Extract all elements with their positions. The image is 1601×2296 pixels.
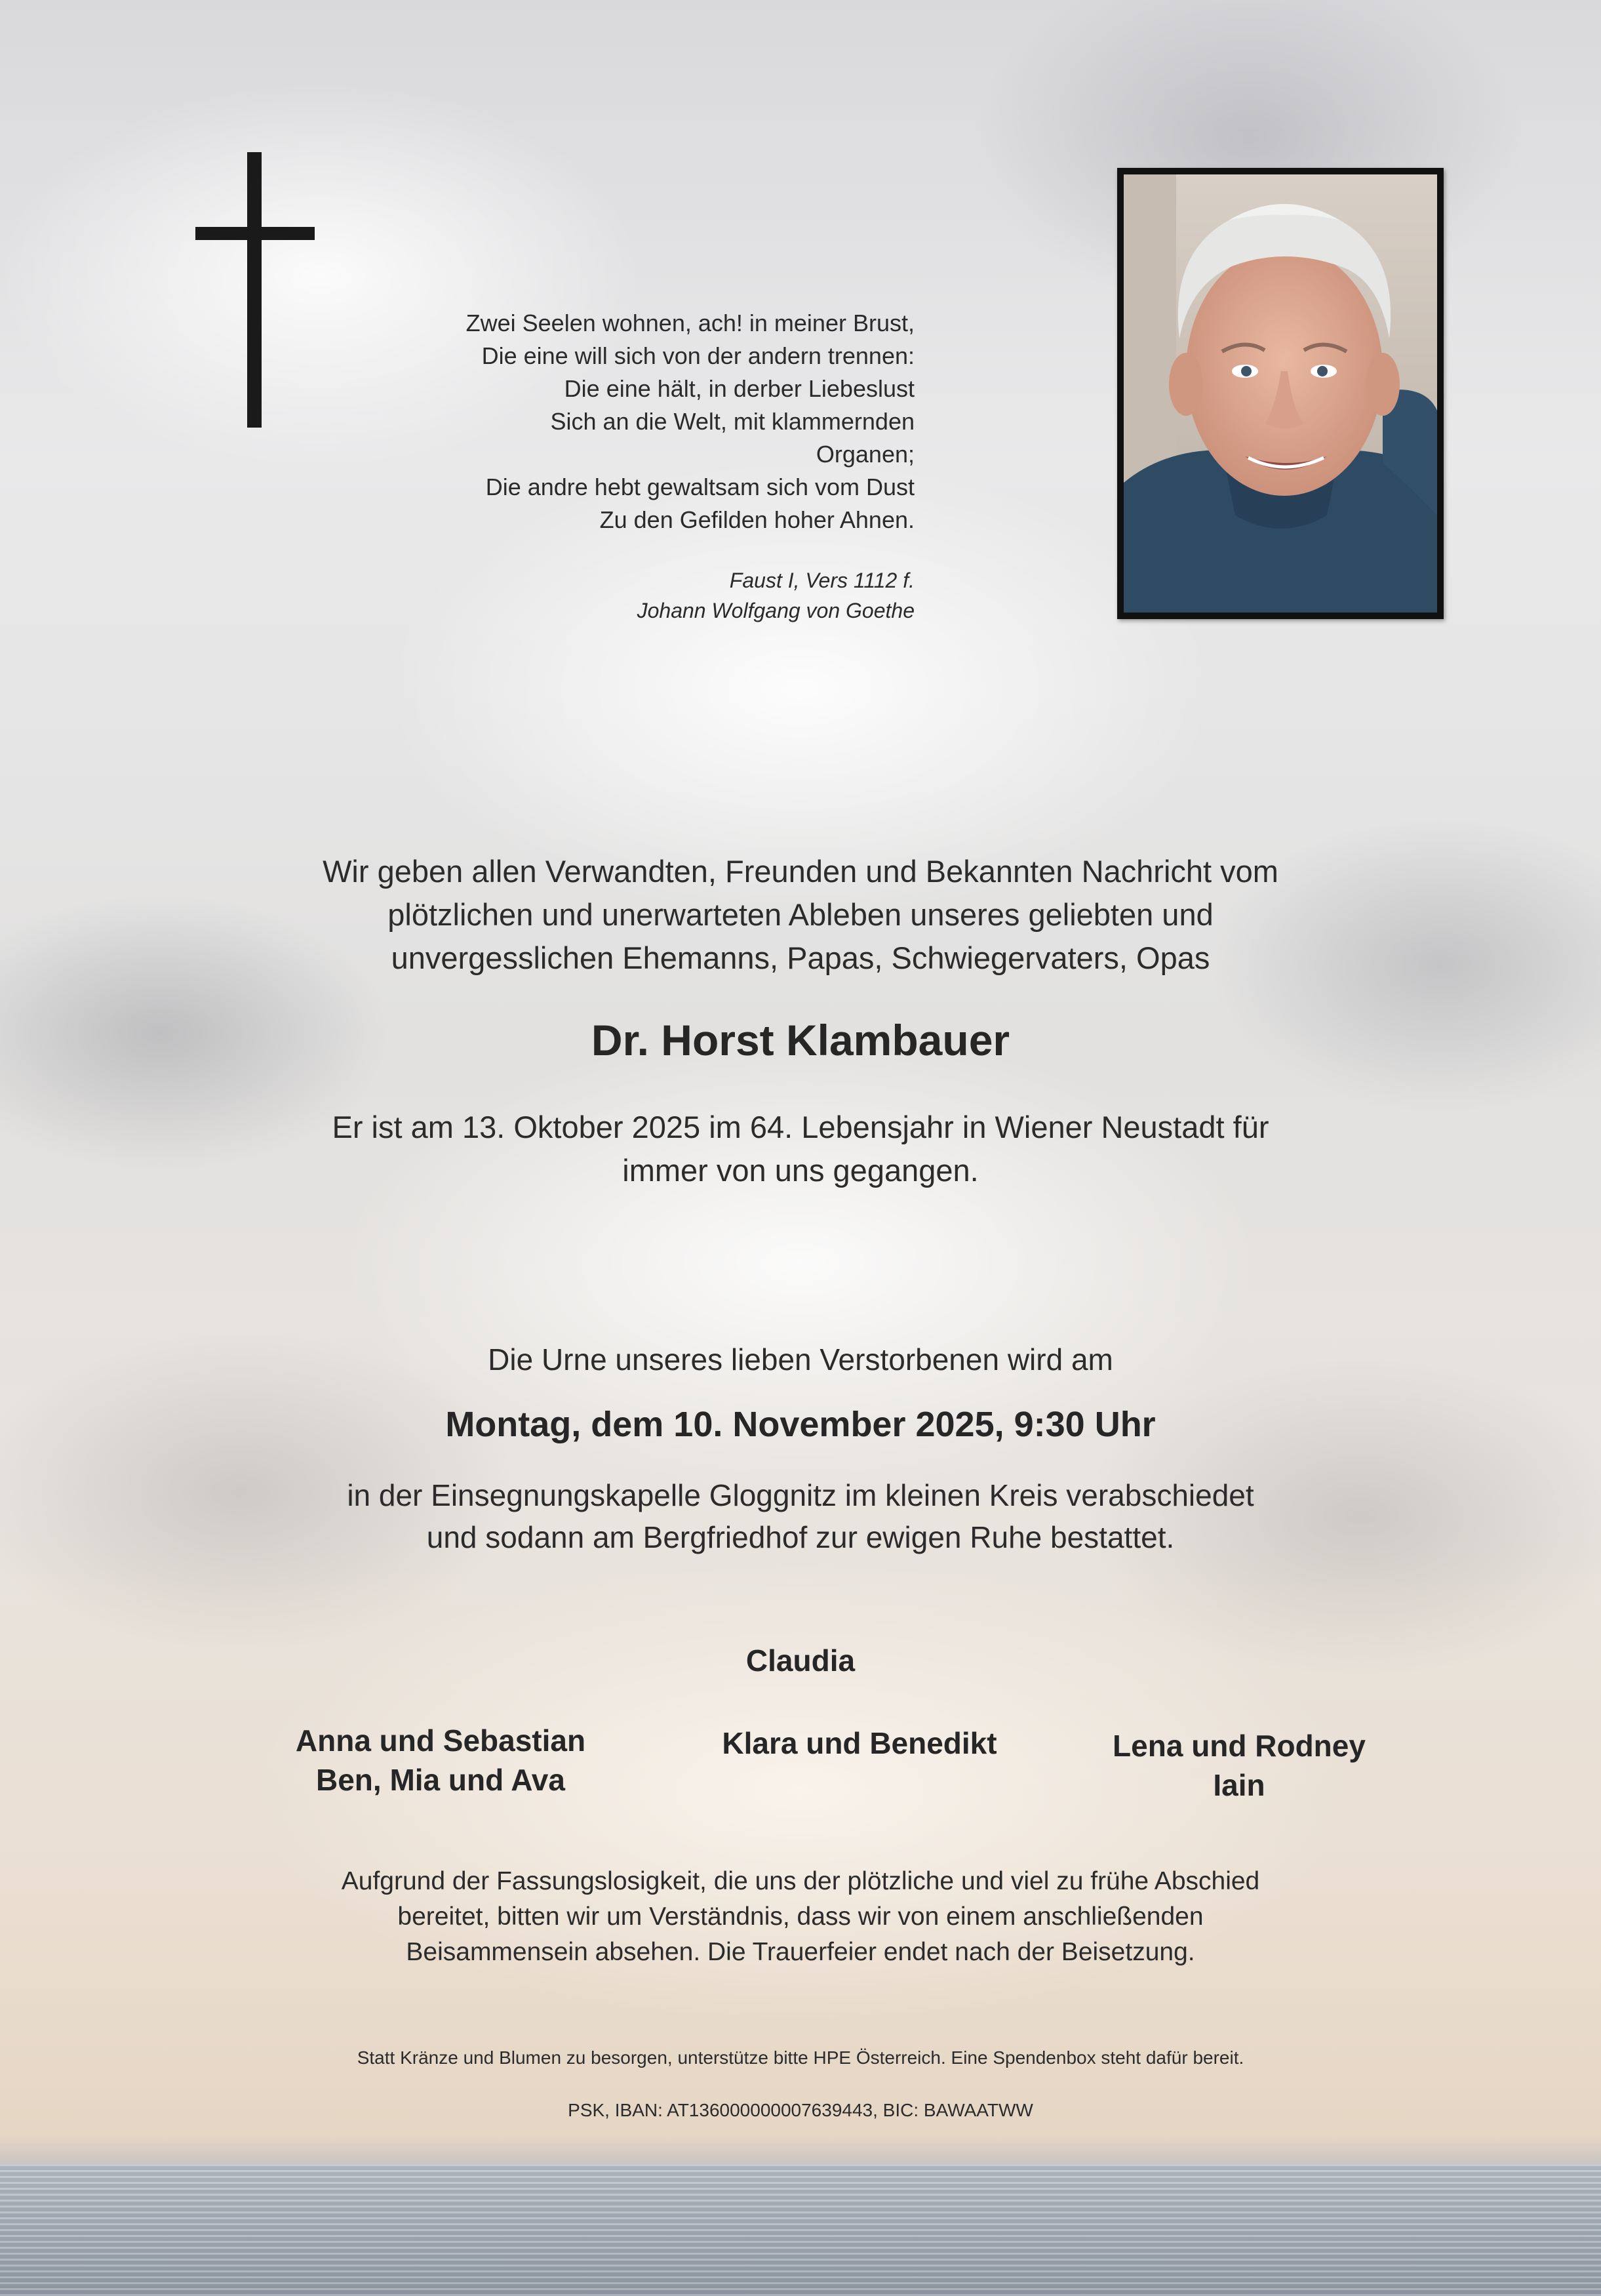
- poem-line: Organen;: [816, 441, 915, 468]
- notice-line: bereitet, bitten wir um Verständnis, dass wir von einem anschließenden: [397, 1903, 1204, 1931]
- bank-details: PSK, IBAN: AT136000000007639443, BIC: BAWAATWW: [568, 2100, 1033, 2120]
- notice-line: Aufgrund der Fassungslosigkeit, die uns der plötzliche und viel zu frühe Abschied: [341, 1867, 1260, 1895]
- announcement-intro: [197, 850, 1404, 980]
- poem-line: Die eine will sich von der andern trennen:: [481, 342, 915, 369]
- death-line: immer von uns gegangen.: [622, 1153, 979, 1188]
- poem-source: [498, 565, 915, 626]
- death-statement: [197, 1106, 1404, 1192]
- poem-author: Johann Wolfgang von Goethe: [637, 599, 915, 622]
- family-line: Lena und Rodney: [1113, 1729, 1366, 1763]
- notice-line: Beisammensein absehen. Die Trauerfeier endet nach der Beisetzung.: [406, 1938, 1195, 1966]
- funeral-intro: Die Urne unseres lieben Verstorbenen wird am: [488, 1342, 1113, 1377]
- poem-line: Sich an die Welt, mit klammernden: [550, 408, 915, 435]
- intro-line: Wir geben allen Verwandten, Freunden und Bekannten Nachricht vom: [323, 854, 1278, 889]
- funeral-details: [197, 1474, 1404, 1558]
- family-column: [656, 1723, 1063, 1763]
- poem-line: Zu den Gefilden hoher Ahnen.: [599, 506, 915, 533]
- poem-line: Die eine hält, in derber Liebeslust: [564, 375, 915, 402]
- sea-background: [0, 2164, 1601, 2296]
- poem-reference: Faust I, Vers 1112 f.: [729, 569, 915, 592]
- deceased-name: Dr. Horst Klambauer: [591, 1016, 1010, 1064]
- cross-icon: [195, 152, 315, 428]
- family-column: [237, 1721, 644, 1800]
- poem: [302, 307, 915, 536]
- poem-line: Die andre hebt gewaltsam sich vom Dust: [485, 473, 915, 500]
- family-line: Iain: [1213, 1768, 1265, 1802]
- family-spouse: Claudia: [745, 1643, 856, 1678]
- family-line: Klara und Benedikt: [722, 1726, 997, 1760]
- portrait-photo: [1117, 168, 1444, 619]
- intro-line: unvergesslichen Ehemanns, Papas, Schwiegervaters, Opas: [391, 940, 1210, 975]
- death-line: Er ist am 13. Oktober 2025 im 64. Lebensjahr in Wiener Neustadt für: [332, 1110, 1269, 1144]
- funeral-date: Montag, dem 10. November 2025, 9:30 Uhr: [445, 1405, 1156, 1444]
- family-line: Anna und Sebastian: [295, 1723, 586, 1758]
- poem-line: Zwei Seelen wohnen, ach! in meiner Brust,: [465, 310, 915, 336]
- funeral-line: in der Einsegnungskapelle Gloggnitz im kleinen Kreis verabschiedet: [347, 1478, 1254, 1512]
- intro-line: plötzlichen und unerwarteten Ableben unseres geliebten und: [387, 897, 1214, 932]
- funeral-line: und sodann am Bergfriedhof zur ewigen Ruhe bestattet.: [426, 1520, 1175, 1554]
- family-line: Ben, Mia und Ava: [316, 1763, 565, 1797]
- notice-text: [197, 1864, 1404, 1970]
- family-column: [1036, 1726, 1442, 1805]
- donation-text: Statt Kränze und Blumen zu besorgen, unterstütze bitte HPE Österreich. Eine Spendenbox steht dafür bereit.: [357, 2047, 1244, 2068]
